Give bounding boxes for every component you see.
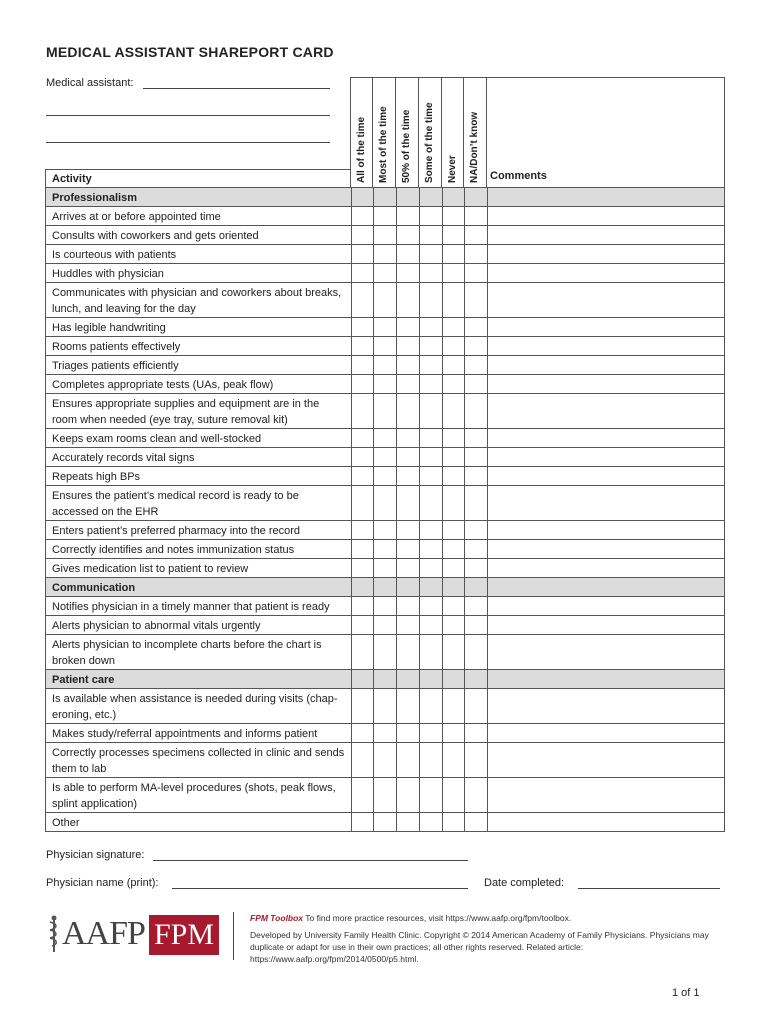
aafp-logo: AAFP (62, 915, 145, 952)
toolbox-line (250, 912, 720, 924)
comments-cell[interactable] (487, 448, 727, 466)
rating-cell[interactable] (373, 743, 397, 777)
rating-cell[interactable] (396, 724, 420, 742)
rating-cell[interactable] (442, 559, 465, 577)
header-column-divider (441, 77, 442, 187)
rating-cell[interactable] (419, 337, 443, 355)
comments-cell[interactable] (487, 337, 727, 355)
column-header-6: NA/Don’t know (469, 111, 480, 183)
rating-cell[interactable] (396, 597, 420, 615)
section-label: Professionalism (52, 192, 137, 204)
rating-cell[interactable] (419, 689, 443, 723)
comments-cell (487, 578, 727, 596)
rating-cell[interactable] (442, 486, 465, 520)
rating-cell (351, 188, 374, 206)
table-row (45, 244, 725, 263)
rating-cell[interactable] (464, 743, 488, 777)
comments-cell[interactable] (487, 778, 727, 812)
section-header-row (45, 187, 725, 206)
column-header-3: 50% of the time (401, 109, 412, 183)
rating-cell (464, 188, 488, 206)
rating-cell[interactable] (396, 245, 420, 263)
rating-cell (396, 188, 420, 206)
table-row (45, 688, 725, 723)
table-row (45, 596, 725, 615)
rating-cell[interactable] (373, 226, 397, 244)
rating-cell[interactable] (373, 467, 397, 485)
activity-label: Keeps exam rooms clean and well-stocked (52, 433, 262, 445)
rating-cell[interactable] (464, 264, 488, 282)
rating-cell[interactable] (442, 813, 465, 831)
rating-cell[interactable] (464, 689, 488, 723)
section-header-row (45, 577, 725, 596)
header-column-divider (463, 77, 464, 187)
rating-cell[interactable] (442, 318, 465, 336)
rating-cell[interactable] (464, 337, 488, 355)
rating-cell[interactable] (442, 429, 465, 447)
activity-label: Huddles with physician (52, 268, 164, 280)
rating-cell[interactable] (373, 264, 397, 282)
rating-cell[interactable] (419, 743, 443, 777)
rating-cell (373, 670, 397, 688)
table-row (45, 520, 725, 539)
header-column-divider (372, 77, 373, 187)
activity-label: Gives medication list to patient to review (52, 563, 249, 575)
rating-cell[interactable] (419, 540, 443, 558)
rating-cell[interactable] (464, 394, 488, 428)
rating-cell (396, 578, 420, 596)
rating-cell[interactable] (373, 429, 397, 447)
rating-cell[interactable] (442, 616, 465, 634)
rating-cell[interactable] (442, 337, 465, 355)
rating-cell[interactable] (373, 337, 397, 355)
rating-cell[interactable] (373, 318, 397, 336)
table-row (45, 225, 725, 244)
rating-cell[interactable] (419, 356, 443, 374)
rating-cell (464, 578, 488, 596)
rating-cell[interactable] (351, 616, 374, 634)
rating-cell[interactable] (373, 207, 397, 225)
rating-cell[interactable] (373, 375, 397, 393)
activity-label: Triages patients efficiently (52, 360, 179, 372)
table-row (45, 428, 725, 447)
page-title: MEDICAL ASSISTANT SHAREPORT CARD (46, 44, 334, 60)
rating-cell[interactable] (396, 337, 420, 355)
rating-cell[interactable] (442, 245, 465, 263)
rating-cell[interactable] (351, 207, 374, 225)
rating-cell[interactable] (442, 689, 465, 723)
table-row (45, 355, 725, 374)
comments-cell[interactable] (487, 689, 727, 723)
rating-cell[interactable] (351, 264, 374, 282)
rating-cell[interactable] (464, 226, 488, 244)
rating-cell[interactable] (464, 559, 488, 577)
activity-label: Makes study/referral appointments and informs patient (52, 728, 318, 740)
credit-text: Developed by University Family Health Clinic. Copyright © 2014 American Academy of Family Physicians. Physicians may duplicate or adapt for use in their own practices; all other rights reserved. Related article: https://www.aafp.org/fpm/2014/0500/p5.html. (250, 930, 709, 964)
rating-cell[interactable] (396, 813, 420, 831)
date-completed-field[interactable] (578, 888, 720, 889)
rating-cell[interactable] (396, 283, 420, 317)
column-header-4: Some of the time (424, 102, 435, 183)
activity-label: Is able to perform MA-level procedures (shots, peak flows, splint application) (52, 782, 336, 810)
rating-cell[interactable] (464, 540, 488, 558)
activity-label: Correctly identifies and notes immunization status (52, 544, 295, 556)
rating-cell[interactable] (396, 486, 420, 520)
activity-label: Accurately records vital signs (52, 452, 195, 464)
page-number: 1 of 1 (672, 987, 700, 999)
activity-label: Consults with coworkers and gets oriented (52, 230, 259, 242)
rating-cell[interactable] (464, 283, 488, 317)
rating-cell (351, 670, 374, 688)
rating-cell[interactable] (442, 521, 465, 539)
comments-cell[interactable] (487, 486, 727, 520)
rating-cell[interactable] (442, 356, 465, 374)
activity-label: Alerts physician to incomplete charts before the chart is broken down (52, 639, 322, 667)
comments-cell[interactable] (487, 356, 727, 374)
rating-cell[interactable] (419, 245, 443, 263)
rating-cell[interactable] (419, 448, 443, 466)
rating-cell[interactable] (351, 394, 374, 428)
rating-cell (373, 188, 397, 206)
column-header-1: All of the time (356, 116, 367, 183)
rating-cell[interactable] (373, 486, 397, 520)
rating-cell[interactable] (396, 429, 420, 447)
rating-cell[interactable] (419, 559, 443, 577)
rating-cell[interactable] (419, 283, 443, 317)
rating-cell[interactable] (351, 318, 374, 336)
rating-cell[interactable] (396, 264, 420, 282)
comments-cell[interactable] (487, 616, 727, 634)
table-row (45, 558, 725, 577)
rating-cell[interactable] (442, 264, 465, 282)
rating-cell[interactable] (373, 597, 397, 615)
rating-cell[interactable] (419, 635, 443, 669)
comments-cell[interactable] (487, 264, 727, 282)
rating-cell[interactable] (464, 597, 488, 615)
rating-cell[interactable] (351, 467, 374, 485)
table-row (45, 634, 725, 669)
table-row (45, 615, 725, 634)
rating-cell[interactable] (373, 540, 397, 558)
comments-cell[interactable] (487, 559, 727, 577)
rating-cell[interactable] (396, 635, 420, 669)
comments-cell[interactable] (487, 375, 727, 393)
rating-cell[interactable] (396, 448, 420, 466)
table-row (45, 447, 725, 466)
activity-header: Activity (45, 169, 350, 187)
rating-cell[interactable] (419, 467, 443, 485)
rating-cell[interactable] (419, 226, 443, 244)
rating-cell[interactable] (373, 689, 397, 723)
comments-cell[interactable] (487, 318, 727, 336)
rating-cell[interactable] (351, 635, 374, 669)
date-completed-label: Date completed: (484, 877, 565, 889)
section-label: Patient care (52, 674, 115, 686)
rating-cell[interactable] (442, 540, 465, 558)
rating-cell[interactable] (373, 356, 397, 374)
table-row (45, 282, 725, 317)
comments-cell[interactable] (487, 521, 727, 539)
comments-cell[interactable] (487, 540, 727, 558)
rating-cell[interactable] (419, 486, 443, 520)
rating-cell (419, 578, 443, 596)
rating-cell[interactable] (442, 207, 465, 225)
rating-cell[interactable] (373, 778, 397, 812)
table-row (45, 317, 725, 336)
footer-divider (233, 912, 234, 960)
activity-label: Other (52, 817, 80, 829)
rating-cell[interactable] (351, 486, 374, 520)
rating-cell[interactable] (442, 724, 465, 742)
comments-cell[interactable] (487, 813, 727, 831)
activity-label: Is courteous with patients (52, 249, 177, 261)
comments-cell[interactable] (487, 597, 727, 615)
comments-cell[interactable] (487, 283, 727, 317)
table-row (45, 742, 725, 777)
activity-label: Repeats high BPs (52, 471, 141, 483)
rating-cell[interactable] (464, 521, 488, 539)
table-row (45, 466, 725, 485)
rating-cell[interactable] (419, 429, 443, 447)
table-bottom-border (45, 831, 725, 832)
rating-cell (373, 578, 397, 596)
rating-cell[interactable] (464, 245, 488, 263)
rating-cell[interactable] (396, 207, 420, 225)
table-row (45, 485, 725, 520)
rating-cell[interactable] (351, 724, 374, 742)
table-row (45, 374, 725, 393)
rating-cell[interactable] (419, 778, 443, 812)
rating-cell[interactable] (396, 778, 420, 812)
activity-label: Rooms patients effectively (52, 341, 181, 353)
rating-cell[interactable] (351, 429, 374, 447)
rating-cell[interactable] (396, 375, 420, 393)
aafp-emblem-icon (44, 914, 64, 954)
column-header-5: Never (447, 155, 458, 183)
rating-cell[interactable] (396, 521, 420, 539)
rating-cell[interactable] (442, 743, 465, 777)
table-row (45, 812, 725, 831)
rating-cell[interactable] (396, 743, 420, 777)
rating-cell[interactable] (396, 356, 420, 374)
table-row (45, 263, 725, 282)
rating-cell[interactable] (351, 778, 374, 812)
comments-cell (487, 670, 727, 688)
comments-cell[interactable] (487, 467, 727, 485)
rating-cell[interactable] (373, 448, 397, 466)
table-row (45, 336, 725, 355)
comments-cell[interactable] (487, 394, 727, 428)
rating-cell[interactable] (396, 226, 420, 244)
header-column-divider (486, 77, 487, 187)
shareport-table (45, 77, 725, 830)
rating-cell[interactable] (351, 689, 374, 723)
rating-cell[interactable] (373, 616, 397, 634)
rating-cell[interactable] (419, 264, 443, 282)
rating-cell[interactable] (351, 226, 374, 244)
comments-cell[interactable] (487, 635, 727, 669)
comments-cell[interactable] (487, 429, 727, 447)
table-row (45, 723, 725, 742)
fpm-logo: FPM (149, 915, 219, 955)
rating-cell[interactable] (351, 813, 374, 831)
rating-cell[interactable] (464, 448, 488, 466)
rating-cell[interactable] (442, 778, 465, 812)
activity-label: Is available when assistance is needed during visits (chap-eroning, etc.) (52, 693, 338, 721)
rating-cell[interactable] (442, 226, 465, 244)
activity-label: Arrives at or before appointed time (52, 211, 221, 223)
header-column-divider (395, 77, 396, 187)
comments-cell[interactable] (487, 724, 727, 742)
rating-cell[interactable] (419, 318, 443, 336)
rating-cell[interactable] (464, 207, 488, 225)
rating-cell[interactable] (351, 356, 374, 374)
rating-cell[interactable] (419, 375, 443, 393)
table-row (45, 206, 725, 225)
rating-cell[interactable] (419, 813, 443, 831)
rating-cell[interactable] (419, 724, 443, 742)
toolbox-brand: FPM Toolbox (250, 913, 304, 923)
rating-cell[interactable] (464, 318, 488, 336)
rating-cell[interactable] (419, 394, 443, 428)
rating-cell[interactable] (464, 467, 488, 485)
rating-cell[interactable] (351, 540, 374, 558)
rating-cell (419, 188, 443, 206)
activity-label: Alerts physician to abnormal vitals urgently (52, 620, 261, 632)
rating-cell[interactable] (373, 635, 397, 669)
rating-cell[interactable] (442, 467, 465, 485)
comments-cell[interactable] (487, 226, 727, 244)
physician-signature-field[interactable] (153, 860, 468, 861)
rating-cell[interactable] (396, 689, 420, 723)
rating-cell[interactable] (419, 597, 443, 615)
rating-cell[interactable] (442, 283, 465, 317)
rating-cell[interactable] (373, 521, 397, 539)
rating-cell[interactable] (396, 616, 420, 634)
header-column-divider (418, 77, 419, 187)
rating-cell (442, 578, 465, 596)
rating-cell[interactable] (464, 356, 488, 374)
rating-cell[interactable] (464, 375, 488, 393)
activity-label: Completes appropriate tests (UAs, peak flow) (52, 379, 274, 391)
rating-cell[interactable] (464, 616, 488, 634)
table-row (45, 777, 725, 812)
rating-cell[interactable] (396, 318, 420, 336)
rating-cell (442, 670, 465, 688)
rating-cell[interactable] (464, 813, 488, 831)
header-column-divider (350, 77, 351, 187)
physician-name-field[interactable] (172, 888, 468, 889)
rating-cell[interactable] (373, 724, 397, 742)
rating-cell (419, 670, 443, 688)
rating-cell (351, 578, 374, 596)
comments-header: Comments (490, 170, 547, 182)
rating-cell[interactable] (442, 448, 465, 466)
activity-label: Correctly processes specimens collected in clinic and sends them to lab (52, 747, 345, 775)
comments-cell[interactable] (487, 245, 727, 263)
rating-cell[interactable] (419, 207, 443, 225)
activity-label: Ensures appropriate supplies and equipment are in the room when needed (eye tray, suture removal kit) (52, 398, 320, 426)
rating-cell (464, 670, 488, 688)
rating-cell[interactable] (442, 635, 465, 669)
rating-cell[interactable] (351, 375, 374, 393)
rating-cell[interactable] (351, 743, 374, 777)
rating-cell[interactable] (351, 597, 374, 615)
activity-label: Has legible handwriting (52, 322, 166, 334)
toolbox-text: To find more practice resources, visit https://www.aafp.org/fpm/toolbox. (303, 913, 572, 923)
rating-cell[interactable] (464, 724, 488, 742)
column-header-2: Most of the time (378, 106, 389, 183)
rating-cell[interactable] (351, 283, 374, 317)
physician-signature-label: Physician signature: (46, 849, 145, 861)
rating-cell[interactable] (464, 486, 488, 520)
rating-cell[interactable] (373, 394, 397, 428)
rating-cell[interactable] (396, 540, 420, 558)
activity-label: Communicates with physician and coworkers about breaks, lunch, and leaving for the day (52, 287, 342, 315)
rating-cell[interactable] (464, 778, 488, 812)
medical-assistant-label: Medical assistant: (46, 77, 134, 89)
table-row (45, 393, 725, 428)
rating-cell[interactable] (373, 245, 397, 263)
rating-cell (396, 670, 420, 688)
activity-label: Notifies physician in a timely manner that patient is ready (52, 601, 330, 613)
comments-cell[interactable] (487, 207, 727, 225)
rating-cell[interactable] (351, 559, 374, 577)
rating-cell[interactable] (442, 597, 465, 615)
rating-cell[interactable] (419, 616, 443, 634)
activity-label: Enters patient’s preferred pharmacy into the record (52, 525, 301, 537)
rating-cell[interactable] (442, 394, 465, 428)
rating-cell[interactable] (351, 448, 374, 466)
comments-cell (487, 188, 727, 206)
rating-cell[interactable] (373, 283, 397, 317)
rating-cell[interactable] (442, 375, 465, 393)
rating-cell[interactable] (464, 635, 488, 669)
section-label: Communication (52, 582, 136, 594)
activity-label: Ensures the patient’s medical record is ready to be accessed on the EHR (52, 490, 299, 518)
rating-cell[interactable] (464, 429, 488, 447)
rating-cell[interactable] (351, 337, 374, 355)
physician-name-label: Physician name (print): (46, 877, 159, 889)
rating-cell[interactable] (396, 394, 420, 428)
rating-cell[interactable] (351, 245, 374, 263)
table-row (45, 539, 725, 558)
section-header-row (45, 669, 725, 688)
rating-cell[interactable] (396, 467, 420, 485)
rating-cell[interactable] (373, 813, 397, 831)
comments-cell[interactable] (487, 743, 727, 777)
rating-cell[interactable] (419, 521, 443, 539)
rating-cell[interactable] (351, 521, 374, 539)
rating-cell (442, 188, 465, 206)
rating-cell[interactable] (373, 559, 397, 577)
rating-cell[interactable] (396, 559, 420, 577)
